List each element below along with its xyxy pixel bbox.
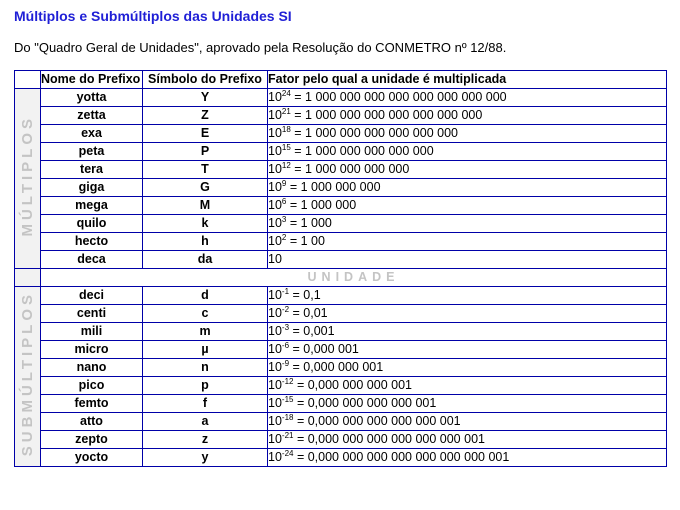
factor-exponent: -3 [281,323,290,332]
prefix-name: femto [41,395,143,413]
factor-cell [268,377,667,395]
prefix-name: nano [41,359,143,377]
prefix-name: deca [41,251,143,269]
factor-value: = 0,000 000 000 000 000 000 001 [293,432,485,446]
factor-exponent: 9 [281,179,287,188]
prefix-name: giga [41,179,143,197]
factor-cell [268,395,667,413]
factor-exponent: -1 [281,287,290,296]
header-factor: Fator pelo qual a unidade é multiplicada [268,71,667,89]
factor-base: 10 [268,324,282,338]
multiples-side-label-label: MÚLTIPLOS [19,115,36,237]
factor-value: = 1 000 [286,216,332,230]
page-title: Múltiplos e Submúltiplos das Unidades SI [14,8,292,24]
prefix-name: deci [41,287,143,305]
factor-base: 10 [268,162,282,176]
prefix-symbol: f [143,395,268,413]
prefix-name: mili [41,323,143,341]
factor-exponent: 2 [281,233,287,242]
factor-cell [268,89,667,107]
factor-exponent: 18 [281,125,291,134]
factor-base: 10 [268,342,282,356]
prefix-symbol: c [143,305,268,323]
factor-exponent: 15 [281,143,291,152]
prefix-symbol: Y [143,89,268,107]
factor-cell [268,323,667,341]
table-row [15,197,667,215]
prefix-symbol: n [143,359,268,377]
factor-base: 10 [268,144,282,158]
factor-base: 10 [268,288,282,302]
si-prefix-table [14,70,667,467]
factor-base: 10 [268,198,282,212]
prefix-name: exa [41,125,143,143]
prefix-symbol: z [143,431,268,449]
factor-cell [268,287,667,305]
factor-base: 10 [268,378,282,392]
header-prefix-name: Nome do Prefixo [41,71,143,89]
table-row [15,395,667,413]
factor-value: = 1 000 000 000 [286,180,381,194]
factor-exponent: 6 [281,197,287,206]
table-row [15,413,667,431]
table-row [15,125,667,143]
header-prefix-symbol: Símbolo do Prefixo [143,71,268,89]
factor-exponent: -21 [281,431,294,440]
factor-cell [268,215,667,233]
factor-value: = 0,000 000 000 000 001 [293,396,437,410]
factor-value: = 0,000 000 000 001 [293,378,412,392]
factor-base: 10 [268,90,282,104]
factor-value: = 1 000 000 000 000 000 000 000 [290,108,483,122]
table-row [15,251,667,269]
factor-value: = 0,000 000 000 000 000 000 000 001 [293,450,510,464]
factor-value: = 0,000 000 001 [289,360,384,374]
factor-exponent: -24 [281,449,294,458]
table-row [15,287,667,305]
factor-value: = 0,01 [289,306,328,320]
factor-exponent: -12 [281,377,294,386]
prefix-name: quilo [41,215,143,233]
prefix-symbol: y [143,449,268,467]
factor-cell [268,125,667,143]
factor-exponent: 12 [281,161,291,170]
unit-row [15,269,667,287]
factor-exponent: -2 [281,305,290,314]
prefix-name: hecto [41,233,143,251]
prefix-symbol: m [143,323,268,341]
factor-base: 10 [268,450,282,464]
prefix-symbol: Z [143,107,268,125]
factor-exponent: 3 [281,215,287,224]
factor-cell [268,179,667,197]
factor-value: = 0,000 001 [289,342,359,356]
factor-value: = 1 000 000 000 000 [290,162,410,176]
prefix-symbol: da [143,251,268,269]
factor-value: = 0,001 [289,324,335,338]
factor-value: = 1 000 000 000 000 000 [290,144,434,158]
factor-cell [268,197,667,215]
prefix-name: zetta [41,107,143,125]
prefix-symbol: G [143,179,268,197]
prefix-symbol: k [143,215,268,233]
prefix-symbol: h [143,233,268,251]
prefix-symbol: a [143,413,268,431]
factor-exponent: -15 [281,395,294,404]
factor-cell [268,341,667,359]
prefix-name: yotta [41,89,143,107]
multiples-side-label [15,89,41,269]
factor-exponent: 24 [281,89,291,98]
table-row [15,179,667,197]
prefix-name: mega [41,197,143,215]
table-row [15,341,667,359]
factor-base: 10 [268,414,282,428]
factor-exponent: -18 [281,413,294,422]
factor-base: 10 [268,234,282,248]
factor-cell [268,107,667,125]
prefix-name: micro [41,341,143,359]
intro-text: Do "Quadro Geral de Unidades", aprovado pela Resolução do CONMETRO nº 12/88. [14,40,507,55]
factor-base: 10 [268,126,282,140]
factor-exponent: -6 [281,341,290,350]
table-row [15,359,667,377]
table-row [15,377,667,395]
table-row [15,89,667,107]
factor-base: 10 [268,108,282,122]
factor-value: = 0,000 000 000 000 000 001 [293,414,461,428]
unit-label: UNIDADE [41,269,667,287]
factor-base: 10 [268,396,282,410]
factor-value: = 1 000 000 000 000 000 000 [290,126,458,140]
submultiples-side-label [15,287,41,467]
table-row [15,449,667,467]
table-header-row [15,71,667,89]
table-row [15,323,667,341]
prefix-name: zepto [41,431,143,449]
factor-base: 10 [268,360,282,374]
table-row [15,233,667,251]
submultiples-side-label-label: SUBMÚLTIPLOS [19,291,36,457]
factor-base: 10 [268,306,282,320]
table-row [15,215,667,233]
factor-cell [268,449,667,467]
prefix-symbol: T [143,161,268,179]
prefix-symbol: P [143,143,268,161]
prefix-name: pico [41,377,143,395]
factor-cell [268,359,667,377]
factor-cell [268,305,667,323]
prefix-symbol: E [143,125,268,143]
unit-side-cell [15,269,41,287]
prefix-name: yocto [41,449,143,467]
table-row [15,143,667,161]
prefix-name: atto [41,413,143,431]
prefix-symbol: µ [143,341,268,359]
factor-cell [268,233,667,251]
prefix-symbol: p [143,377,268,395]
table-row [15,107,667,125]
factor-value: = 1 00 [286,234,325,248]
factor-cell [268,251,667,269]
factor-cell [268,143,667,161]
table-row [15,161,667,179]
factor-cell [268,431,667,449]
factor-base: 10 [268,180,282,194]
factor-cell [268,161,667,179]
header-blank-cell [15,71,41,89]
prefix-symbol: M [143,197,268,215]
prefix-name: centi [41,305,143,323]
prefix-name: tera [41,161,143,179]
factor-value: = 0,1 [289,288,321,302]
table-row [15,431,667,449]
factor-exponent: 21 [281,107,291,116]
table-row [15,305,667,323]
prefix-symbol: d [143,287,268,305]
factor-value: = 1 000 000 [286,198,357,212]
factor-base: 10 [268,252,282,266]
prefix-name: peta [41,143,143,161]
factor-exponent: -9 [281,359,290,368]
factor-cell [268,413,667,431]
factor-base: 10 [268,432,282,446]
factor-value: = 1 000 000 000 000 000 000 000 000 [290,90,507,104]
factor-base: 10 [268,216,282,230]
